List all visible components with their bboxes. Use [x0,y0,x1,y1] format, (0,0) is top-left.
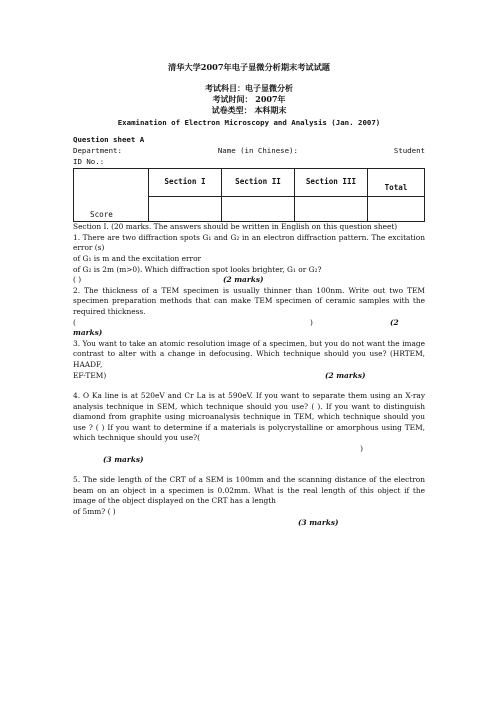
question-1-line-2: of G₁ is m and the excitation error [73,253,202,263]
score-table [73,168,425,222]
question-2-text: 2. The thickness of a TEM specimen is usually thinner than 100nm. Write out two TEM specimen preparation methods that can make TEM specimen of ceramic samples with the required thickness. [73,285,425,316]
question-5-marks: (3 marks) [298,517,339,527]
question-4-marks: (3 marks) [103,454,144,464]
question-3-marks: (2 marks) [325,370,366,380]
department-label: Department: [73,146,122,155]
score-table-header-row [74,169,425,197]
english-title: Examination of Electron Microscopy and Analysis (Jan. 2007) [117,117,381,127]
question-2-blank-open[interactable]: ( [73,317,76,327]
question-5-text: 5. The side length of the CRT of a SEM is 100mm and the scanning distance of the electron beam on an object in a specimen is 0.02mm. What is the real length of this object if the image of the object displayed on the CRT has a length [73,475,425,506]
question-1-line-3: of G₂ is 2m (m>0). Which diffraction spot looks brighter, G₁ or G₂? [73,264,322,274]
question-4-text: 4. O Ka line is at 520eV and Cr La is at 590eV. If you want to separate them using an X-ray analysis technique in SEM, which technique should you use? ( ). If you want to distinguish diamond from graphite using microanalysis technique in TEM, which technique should you use ? ( ) If you want to determine if a materials is polycrystalline or amorphous using TEM, which technique should you use?( [73,391,425,443]
total-header: Total [368,169,425,197]
question-5-answer[interactable]: of 5mm? ( ) [73,507,116,517]
question-sheet-label: Question sheet A [73,135,145,145]
section-iii-header: Section III [295,169,368,197]
spacer-2 [73,465,425,475]
score-label: Score [74,169,149,222]
id-label: ID No.: [73,156,105,166]
question-1-answer-row [73,275,425,286]
question-3-option-row [73,371,425,382]
question-2-marks-b: marks) [73,328,103,338]
question-1-answer-blank[interactable]: ( ) [73,275,82,285]
question-4-close: ) [360,444,363,454]
question-2-answer-row [73,318,425,329]
question-1-marks: (2 marks) [223,275,264,285]
question-1-line-1: 1. There are two diffraction spots G₁ and G₂ in an electron diffraction pattern. The excitation error (s) [73,232,425,253]
name-label: Name (in Chinese): [217,146,298,155]
section-i-score-cell[interactable] [149,197,222,222]
question-3-option: EF-TEM) [73,370,107,380]
section-iii-score-cell[interactable] [295,197,368,222]
exam-title: 清华大学2007年电子显微分析期末考试试题 [168,62,330,72]
section-i-header: Section I [149,169,222,197]
student-label: Student [393,146,425,155]
question-2-blank-close: ) [310,317,313,327]
student-info-row [73,146,425,157]
exam-page [73,52,425,692]
exam-subject: 考试科目：电子显微分析 [205,82,293,93]
section-i-intro: Section I. (20 marks. The answers should be written in English on this question sheet) [73,222,398,232]
section-ii-header: Section II [222,169,295,197]
spacer [73,381,425,391]
section-ii-score-cell[interactable] [222,197,295,222]
exam-type: 试卷类型： 本科期末 [211,105,287,116]
question-3-text: 3. You want to take an atomic resolution image of a specimen, but you do not want the image contrast to alter with a change in defocusing. Which technique should you use? (HRTEM, HAADF, [73,338,425,369]
exam-time: 考试时间： 2007年 [212,94,286,104]
total-score-cell[interactable] [368,197,425,222]
question-2-marks-a: (2 [390,317,399,327]
